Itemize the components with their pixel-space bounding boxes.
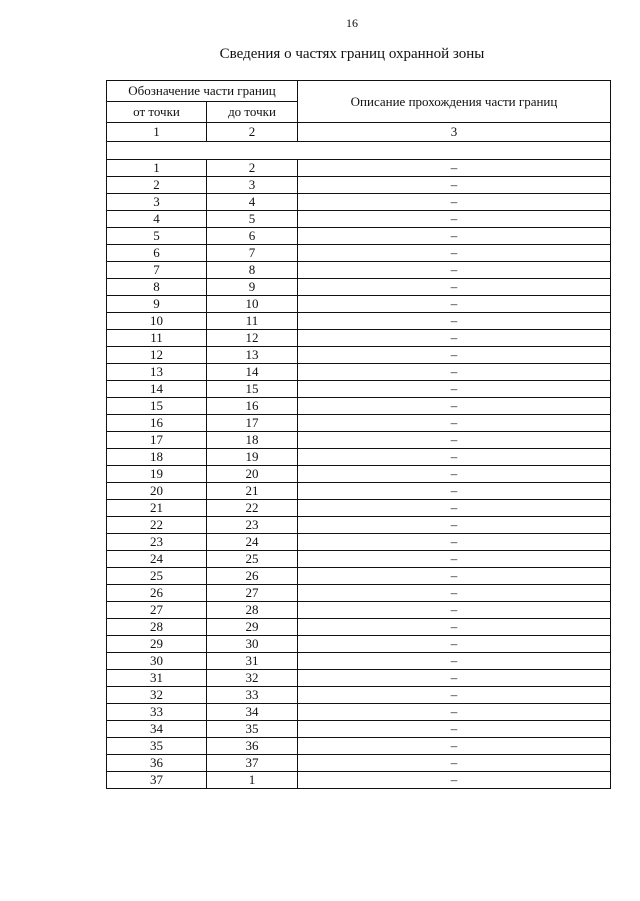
table-row (107, 500, 611, 517)
column-number: 2 (207, 123, 298, 142)
table-row (107, 449, 611, 466)
cell-from-point: 14 (107, 381, 207, 398)
cell-from-point: 12 (107, 347, 207, 364)
cell-to-point: 1 (207, 772, 298, 789)
table-row (107, 228, 611, 245)
cell-to-point: 25 (207, 551, 298, 568)
cell-description: – (298, 636, 611, 653)
cell-to-point: 18 (207, 432, 298, 449)
table-row (107, 194, 611, 211)
cell-from-point: 8 (107, 279, 207, 296)
cell-from-point: 17 (107, 432, 207, 449)
cell-from-point: 25 (107, 568, 207, 585)
cell-from-point: 7 (107, 262, 207, 279)
cell-description: – (298, 279, 611, 296)
table-row (107, 517, 611, 534)
cell-description: – (298, 415, 611, 432)
boundary-parts-table (106, 80, 611, 789)
table-row (107, 704, 611, 721)
table-row (107, 381, 611, 398)
cell-to-point: 23 (207, 517, 298, 534)
cell-to-point: 14 (207, 364, 298, 381)
table-row (107, 551, 611, 568)
cell-from-point: 31 (107, 670, 207, 687)
table-row (107, 653, 611, 670)
cell-from-point: 28 (107, 619, 207, 636)
cell-from-point: 22 (107, 517, 207, 534)
table-row (107, 398, 611, 415)
table-row (107, 313, 611, 330)
cell-from-point: 30 (107, 653, 207, 670)
cell-from-point: 37 (107, 772, 207, 789)
table-row (107, 279, 611, 296)
column-number: 3 (298, 123, 611, 142)
cell-to-point: 17 (207, 415, 298, 432)
cell-to-point: 12 (207, 330, 298, 347)
cell-description: – (298, 398, 611, 415)
cell-description: – (298, 670, 611, 687)
cell-from-point: 1 (107, 160, 207, 177)
table-row (107, 687, 611, 704)
cell-from-point: 2 (107, 177, 207, 194)
cell-description: – (298, 653, 611, 670)
table-row (107, 670, 611, 687)
cell-to-point: 27 (207, 585, 298, 602)
cell-from-point: 19 (107, 466, 207, 483)
cell-description: – (298, 381, 611, 398)
column-number-row (107, 123, 611, 142)
cell-description: – (298, 585, 611, 602)
cell-description: – (298, 194, 611, 211)
cell-from-point: 15 (107, 398, 207, 415)
page-title: Сведения о частях границ охранной зоны (219, 46, 485, 62)
cell-to-point: 28 (207, 602, 298, 619)
cell-from-point: 11 (107, 330, 207, 347)
column-number: 1 (107, 123, 207, 142)
cell-description: – (298, 364, 611, 381)
cell-from-point: 21 (107, 500, 207, 517)
cell-to-point: 37 (207, 755, 298, 772)
cell-to-point: 6 (207, 228, 298, 245)
table-row (107, 347, 611, 364)
cell-description: – (298, 245, 611, 262)
cell-from-point: 16 (107, 415, 207, 432)
table-row (107, 415, 611, 432)
cell-description: – (298, 551, 611, 568)
cell-to-point: 5 (207, 211, 298, 228)
table-row (107, 568, 611, 585)
cell-description: – (298, 160, 611, 177)
cell-from-point: 26 (107, 585, 207, 602)
table-row (107, 619, 611, 636)
cell-from-point: 13 (107, 364, 207, 381)
table-row (107, 772, 611, 789)
table-row (107, 296, 611, 313)
cell-from-point: 23 (107, 534, 207, 551)
cell-to-point: 19 (207, 449, 298, 466)
cell-description: – (298, 721, 611, 738)
cell-to-point: 8 (207, 262, 298, 279)
table-row (107, 534, 611, 551)
cell-description: – (298, 177, 611, 194)
cell-to-point: 4 (207, 194, 298, 211)
cell-to-point: 34 (207, 704, 298, 721)
cell-description: – (298, 619, 611, 636)
cell-description: – (298, 755, 611, 772)
cell-description: – (298, 602, 611, 619)
cell-description: – (298, 517, 611, 534)
cell-description: – (298, 704, 611, 721)
cell-description: – (298, 500, 611, 517)
cell-to-point: 2 (207, 160, 298, 177)
cell-to-point: 11 (207, 313, 298, 330)
cell-from-point: 20 (107, 483, 207, 500)
table-row (107, 721, 611, 738)
cell-to-point: 10 (207, 296, 298, 313)
cell-description: – (298, 330, 611, 347)
cell-to-point: 16 (207, 398, 298, 415)
cell-from-point: 24 (107, 551, 207, 568)
cell-description: – (298, 687, 611, 704)
cell-to-point: 9 (207, 279, 298, 296)
header-from-point: от точки (107, 102, 207, 123)
cell-to-point: 3 (207, 177, 298, 194)
table-row (107, 177, 611, 194)
cell-from-point: 33 (107, 704, 207, 721)
table-row (107, 364, 611, 381)
table-row (107, 211, 611, 228)
cell-from-point: 27 (107, 602, 207, 619)
cell-to-point: 20 (207, 466, 298, 483)
cell-to-point: 31 (207, 653, 298, 670)
cell-description: – (298, 449, 611, 466)
cell-to-point: 29 (207, 619, 298, 636)
table-row (107, 432, 611, 449)
page-number: 16 (346, 16, 358, 30)
header-boundary-designation: Обозначение части границ (107, 81, 298, 102)
cell-to-point: 22 (207, 500, 298, 517)
cell-to-point: 13 (207, 347, 298, 364)
cell-to-point: 26 (207, 568, 298, 585)
cell-to-point: 36 (207, 738, 298, 755)
cell-from-point: 35 (107, 738, 207, 755)
cell-description: – (298, 228, 611, 245)
cell-from-point: 5 (107, 228, 207, 245)
cell-to-point: 30 (207, 636, 298, 653)
cell-description: – (298, 262, 611, 279)
cell-description: – (298, 432, 611, 449)
cell-description: – (298, 534, 611, 551)
empty-row (107, 142, 611, 160)
table-row (107, 483, 611, 500)
cell-from-point: 34 (107, 721, 207, 738)
cell-description: – (298, 347, 611, 364)
cell-from-point: 18 (107, 449, 207, 466)
table-row (107, 755, 611, 772)
cell-description: – (298, 466, 611, 483)
empty-cell (107, 142, 611, 160)
table-row (107, 466, 611, 483)
cell-description: – (298, 483, 611, 500)
table-row (107, 602, 611, 619)
cell-to-point: 35 (207, 721, 298, 738)
table-row (107, 330, 611, 347)
cell-to-point: 21 (207, 483, 298, 500)
cell-from-point: 6 (107, 245, 207, 262)
cell-from-point: 32 (107, 687, 207, 704)
cell-from-point: 10 (107, 313, 207, 330)
cell-to-point: 24 (207, 534, 298, 551)
table-row (107, 160, 611, 177)
cell-to-point: 33 (207, 687, 298, 704)
header-description: Описание прохождения части границ (298, 81, 611, 123)
header-to-point: до точки (207, 102, 298, 123)
table-header-row (107, 81, 611, 102)
table-row (107, 245, 611, 262)
table-row (107, 738, 611, 755)
table-row (107, 636, 611, 653)
cell-description: – (298, 738, 611, 755)
cell-from-point: 36 (107, 755, 207, 772)
cell-from-point: 4 (107, 211, 207, 228)
cell-description: – (298, 568, 611, 585)
cell-description: – (298, 313, 611, 330)
cell-to-point: 32 (207, 670, 298, 687)
cell-description: – (298, 211, 611, 228)
table-row (107, 262, 611, 279)
cell-description: – (298, 772, 611, 789)
cell-description: – (298, 296, 611, 313)
cell-from-point: 9 (107, 296, 207, 313)
table-row (107, 585, 611, 602)
cell-from-point: 3 (107, 194, 207, 211)
cell-to-point: 15 (207, 381, 298, 398)
cell-from-point: 29 (107, 636, 207, 653)
cell-to-point: 7 (207, 245, 298, 262)
